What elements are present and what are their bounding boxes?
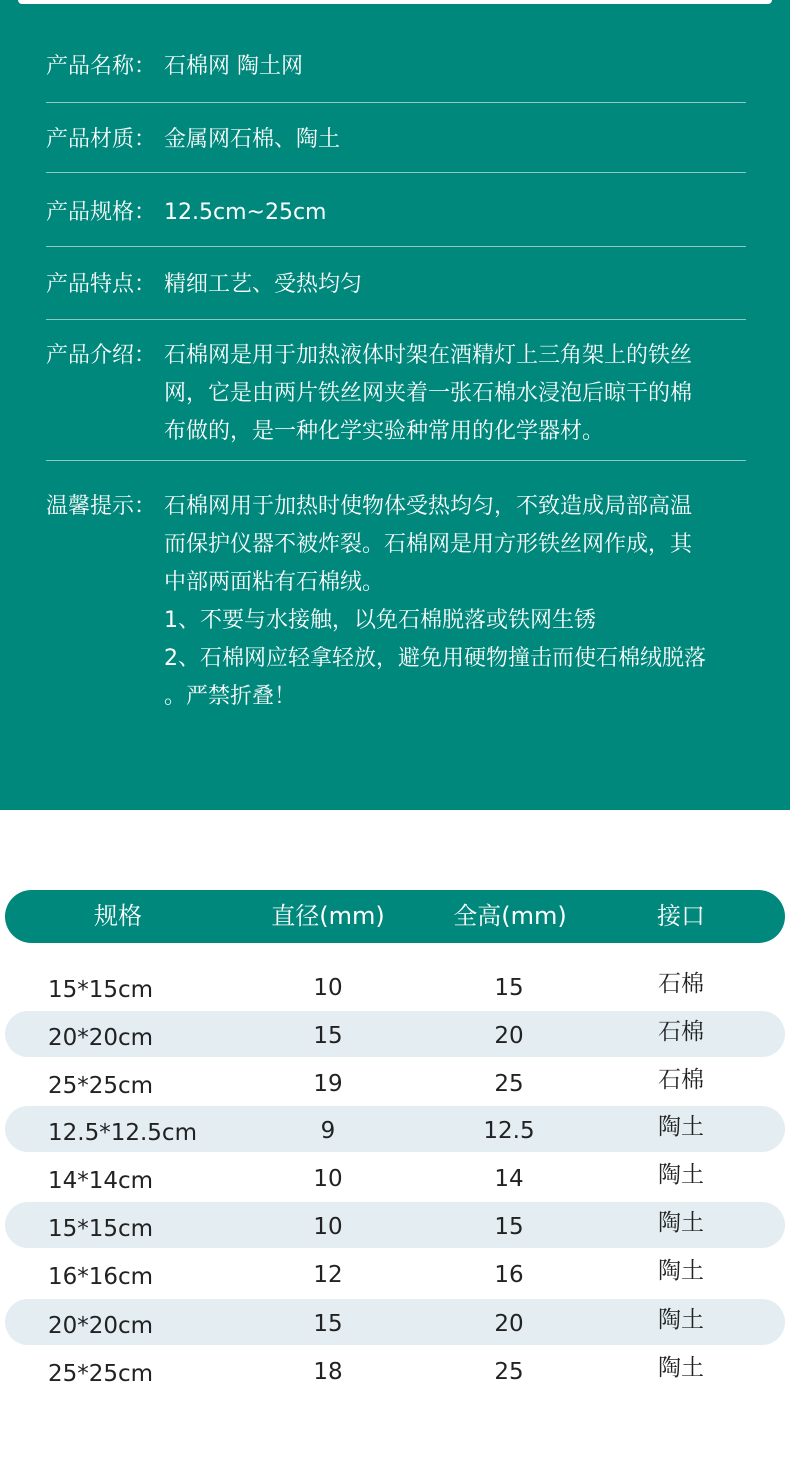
column-header-height: 全高(mm) xyxy=(453,902,567,930)
cell-height: 12.5 xyxy=(483,1118,535,1144)
divider xyxy=(46,246,746,247)
cell-diameter: 19 xyxy=(313,1071,343,1097)
divider xyxy=(46,172,746,173)
table-row xyxy=(5,1059,785,1105)
cell-height: 14 xyxy=(494,1166,524,1192)
cell-interface: 石棉 xyxy=(658,971,704,997)
cell-spec: 20*20cm xyxy=(48,1025,154,1051)
info-value-line: 2、石棉网应轻拿轻放，避免用硬物撞击而使石棉绒脱落 xyxy=(164,646,706,671)
info-value-line: 石棉网 陶土网 xyxy=(164,54,303,79)
cell-height: 25 xyxy=(494,1359,524,1385)
cell-diameter: 18 xyxy=(313,1359,343,1385)
table-row xyxy=(5,1250,785,1296)
table-row xyxy=(5,1202,785,1248)
info-value xyxy=(164,488,746,716)
info-value-line: 12.5cm~25cm xyxy=(164,200,327,225)
table-row xyxy=(5,1106,785,1152)
panel-top-line xyxy=(18,0,772,4)
divider xyxy=(46,319,746,320)
column-header-diameter: 直径(mm) xyxy=(271,902,385,930)
info-label: 温馨提示： xyxy=(46,494,157,519)
cell-height: 15 xyxy=(494,975,524,1001)
cell-spec: 14*14cm xyxy=(48,1168,154,1194)
cell-diameter: 15 xyxy=(313,1023,343,1049)
spec-table-header xyxy=(5,890,785,943)
divider xyxy=(46,102,746,103)
cell-spec: 15*15cm xyxy=(48,977,154,1003)
cell-interface: 陶土 xyxy=(658,1210,704,1236)
divider xyxy=(46,460,746,461)
table-row xyxy=(5,1011,785,1057)
table-row xyxy=(5,963,785,1009)
cell-spec: 15*15cm xyxy=(48,1216,154,1242)
cell-interface: 陶土 xyxy=(658,1307,704,1333)
cell-spec: 25*25cm xyxy=(48,1073,154,1099)
info-value-line: 。严禁折叠！ xyxy=(164,684,297,709)
column-header-interface: 接口 xyxy=(657,902,705,930)
cell-spec: 16*16cm xyxy=(48,1264,154,1290)
table-row xyxy=(5,1299,785,1345)
cell-diameter: 10 xyxy=(313,1214,343,1240)
cell-height: 16 xyxy=(494,1262,524,1288)
info-label: 产品名称： xyxy=(46,54,157,79)
cell-height: 25 xyxy=(494,1071,524,1097)
cell-spec: 12.5*12.5cm xyxy=(48,1120,197,1146)
info-value xyxy=(164,121,746,159)
cell-diameter: 9 xyxy=(320,1118,336,1144)
info-value-line: 1、不要与水接触，以免石棉脱落或铁网生锈 xyxy=(164,608,596,633)
info-label: 产品特点： xyxy=(46,272,157,297)
cell-diameter: 12 xyxy=(313,1262,343,1288)
info-value-line: 布做的，是一种化学实验种常用的化学器材。 xyxy=(164,419,605,444)
cell-interface: 陶土 xyxy=(658,1258,704,1284)
info-value xyxy=(164,337,746,451)
info-value-line: 精细工艺、受热均匀 xyxy=(164,272,363,297)
cell-interface: 陶土 xyxy=(658,1114,704,1140)
info-label: 产品规格： xyxy=(46,200,157,225)
column-header-spec: 规格 xyxy=(94,902,142,930)
cell-interface: 石棉 xyxy=(658,1019,704,1045)
info-value xyxy=(164,266,746,304)
cell-diameter: 10 xyxy=(313,975,343,1001)
table-row xyxy=(5,1347,785,1393)
info-value xyxy=(164,48,746,86)
cell-interface: 陶土 xyxy=(658,1355,704,1381)
info-value-line: 中部两面粘有石棉绒。 xyxy=(164,570,385,595)
info-value xyxy=(164,194,746,232)
info-label: 产品介绍： xyxy=(46,343,157,368)
cell-spec: 25*25cm xyxy=(48,1361,154,1387)
cell-height: 15 xyxy=(494,1214,524,1240)
cell-diameter: 10 xyxy=(313,1166,343,1192)
cell-height: 20 xyxy=(494,1311,524,1337)
info-value-line: 金属网石棉、陶土 xyxy=(164,127,341,152)
info-value-line: 而保护仪器不被炸裂。石棉网是用方形铁丝网作成，其 xyxy=(164,532,693,557)
info-value-line: 石棉网是用于加热液体时架在酒精灯上三角架上的铁丝 xyxy=(164,343,693,368)
table-row xyxy=(5,1154,785,1200)
cell-diameter: 15 xyxy=(313,1311,343,1337)
cell-spec: 20*20cm xyxy=(48,1313,154,1339)
info-value-line: 网，它是由两片铁丝网夹着一张石棉水浸泡后晾干的棉 xyxy=(164,381,693,406)
info-label: 产品材质： xyxy=(46,127,157,152)
cell-interface: 石棉 xyxy=(658,1067,704,1093)
cell-height: 20 xyxy=(494,1023,524,1049)
info-value-line: 石棉网用于加热时使物体受热均匀，不致造成局部高温 xyxy=(164,494,693,519)
cell-interface: 陶土 xyxy=(658,1162,704,1188)
